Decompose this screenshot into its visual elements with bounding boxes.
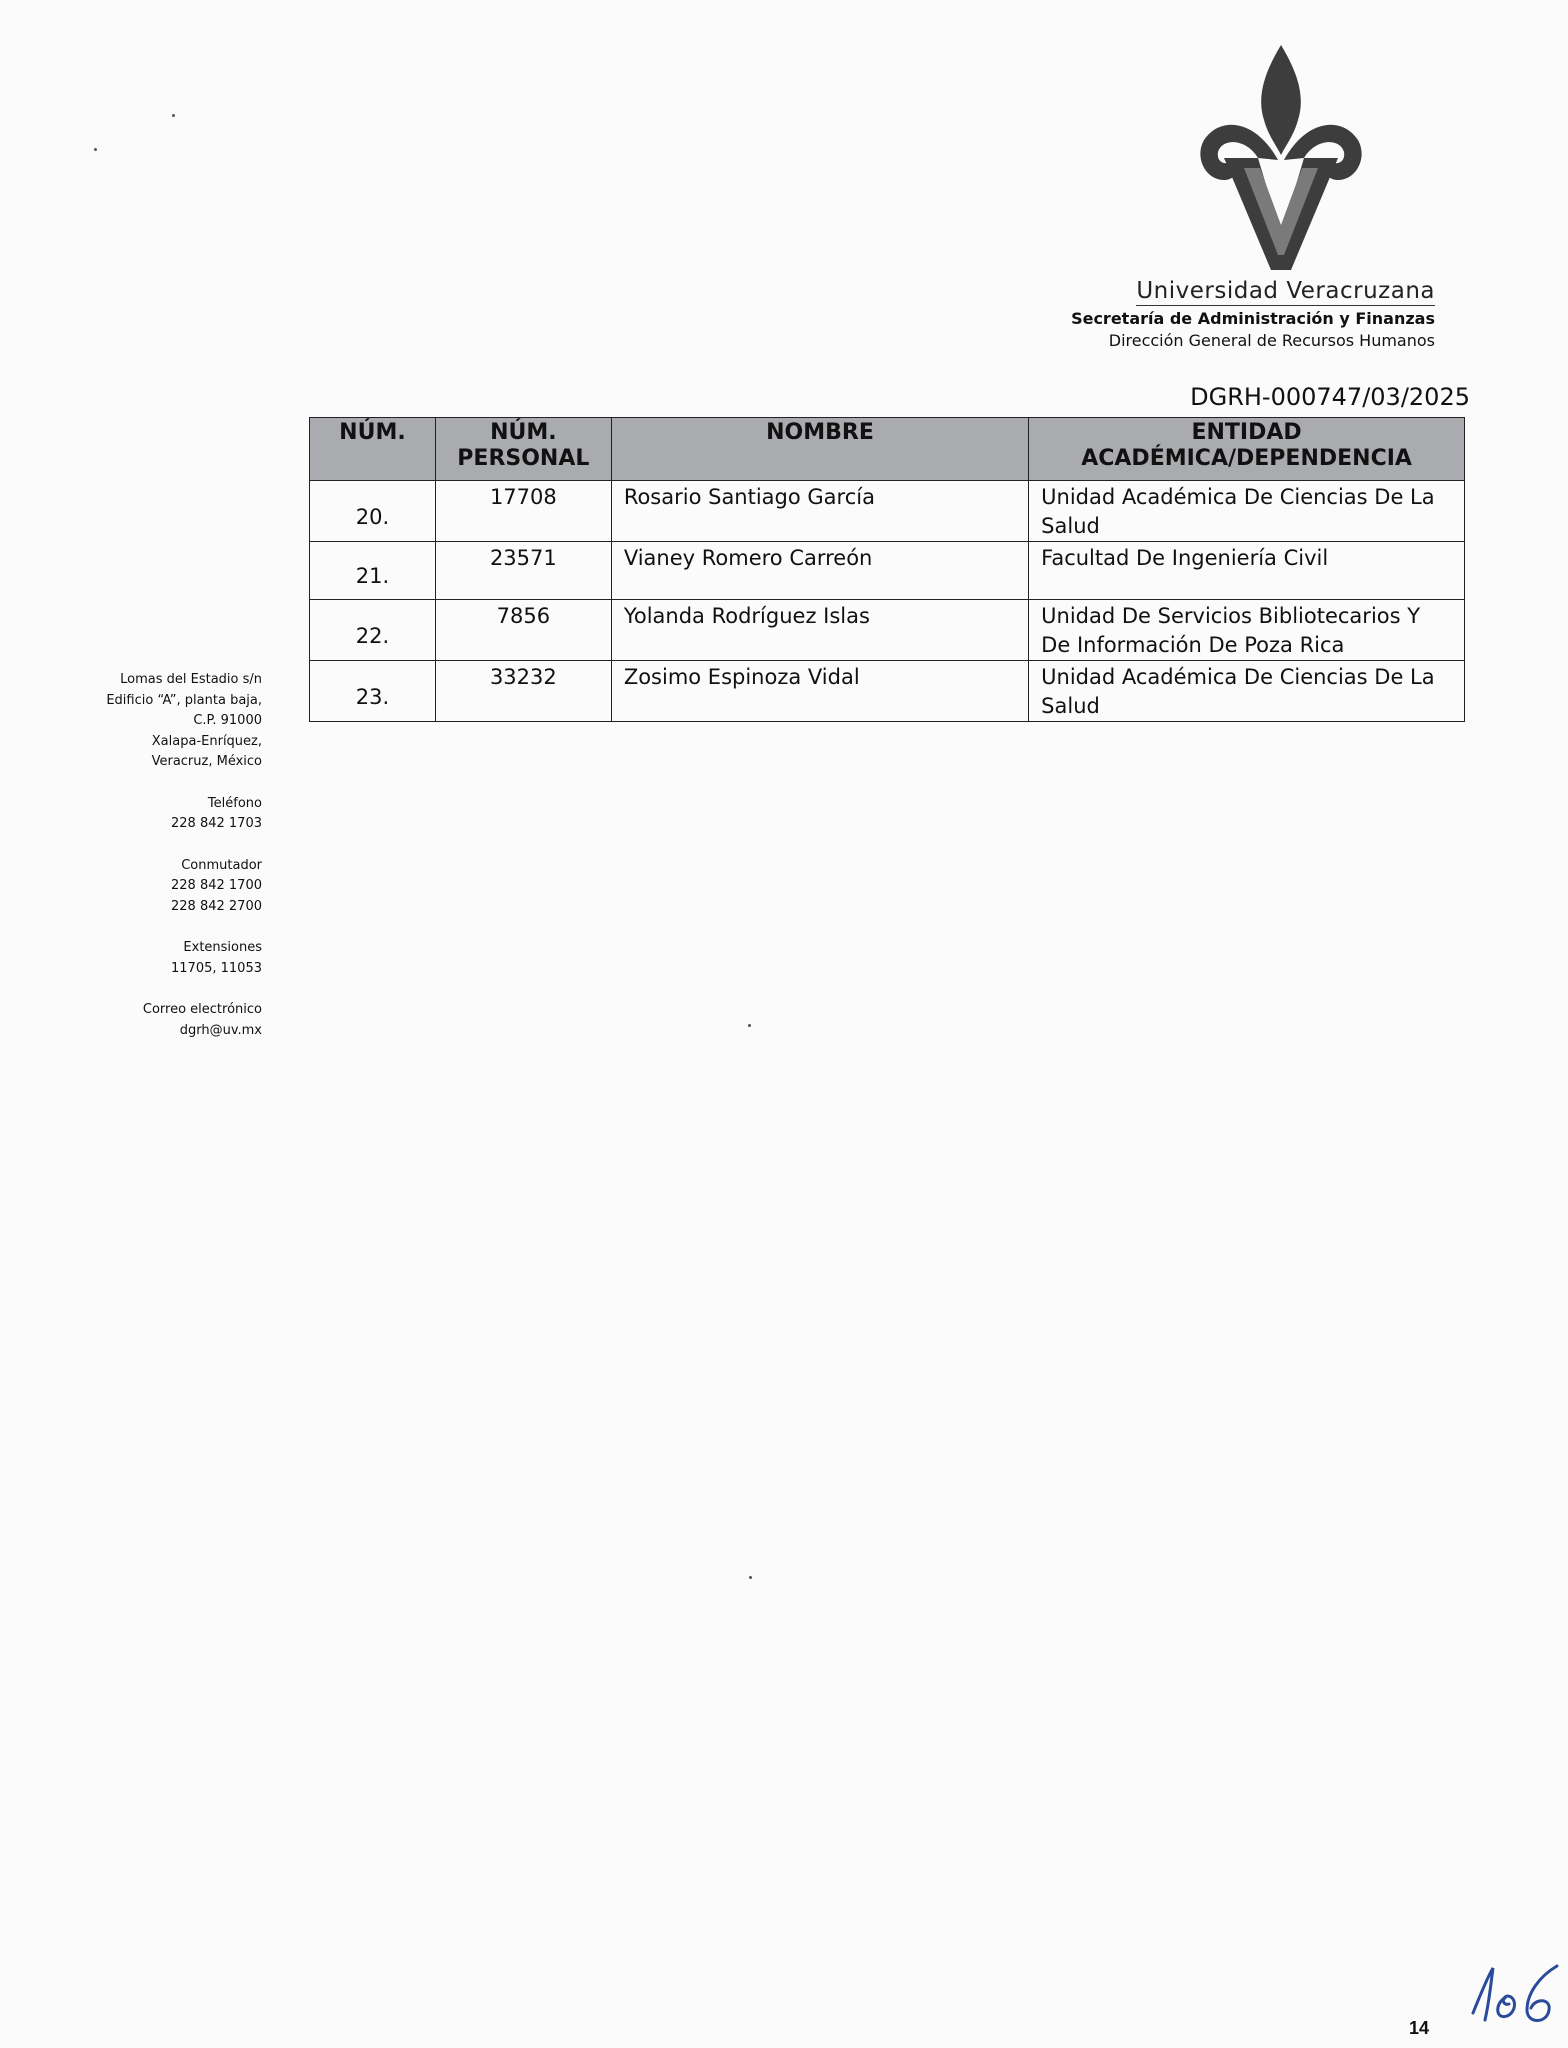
handwritten-folio-number (1465, 1958, 1565, 2028)
scan-speck (748, 1024, 751, 1027)
header-entidad: ENTIDAD ACADÉMICA/DEPENDENCIA (1029, 418, 1465, 481)
row-entidad: Unidad Académica De Ciencias De La Salud (1029, 661, 1465, 722)
table-row (310, 600, 1465, 661)
document-folio: DGRH-000747/03/2025 (1190, 383, 1470, 411)
row-num: 20. (310, 481, 436, 542)
direccion-name: Dirección General de Recursos Humanos (1108, 331, 1435, 350)
row-nombre: Vianey Romero Carreón (611, 542, 1028, 600)
extensiones-block: Extensiones 11705, 11053 (171, 940, 262, 976)
row-entidad: Unidad Académica De Ciencias De La Salud (1029, 481, 1465, 542)
table-header-row (310, 418, 1465, 481)
header-num-personal: NÚM. PERSONAL (435, 418, 611, 481)
scan-speck (749, 1576, 752, 1579)
row-num: 22. (310, 600, 436, 661)
university-name: Universidad Veracruzana (1136, 278, 1435, 304)
row-nombre: Yolanda Rodríguez Islas (611, 600, 1028, 661)
email-link[interactable]: dgrh@uv.mx (179, 1022, 262, 1038)
scan-speck (94, 148, 97, 151)
table-row (310, 661, 1465, 722)
letterhead (1071, 278, 1435, 350)
row-num: 23. (310, 661, 436, 722)
row-num: 21. (310, 542, 436, 600)
row-nombre: Zosimo Espinoza Vidal (611, 661, 1028, 722)
header-num: NÚM. (310, 418, 436, 481)
uv-logo-icon (1196, 40, 1366, 280)
conmutador-block: Conmutador 228 842 1700 228 842 2700 (171, 857, 262, 914)
row-personal: 33232 (435, 661, 611, 722)
page-number: 14 (1409, 2018, 1430, 2038)
contact-sidebar (40, 670, 262, 1062)
secretaria-name: Secretaría de Administración y Finanzas (1071, 309, 1435, 328)
address-block: Lomas del Estadio s/n Edificio “A”, planta baja, C.P. 91000 Xalapa-Enríquez, Veracruz, México (106, 672, 262, 769)
telefono-block: Teléfono 228 842 1703 (171, 795, 262, 831)
table-row (310, 481, 1465, 542)
personnel-table (309, 417, 1465, 722)
correo-block: Correo electrónico dgrh@uv.mx (40, 1000, 262, 1041)
header-nombre: NOMBRE (611, 418, 1028, 481)
row-personal: 23571 (435, 542, 611, 600)
row-personal: 17708 (435, 481, 611, 542)
row-nombre: Rosario Santiago García (611, 481, 1028, 542)
row-entidad: Facultad De Ingeniería Civil (1029, 542, 1465, 600)
row-entidad: Unidad De Servicios Bibliotecarios Y De Información De Poza Rica (1029, 600, 1465, 661)
row-personal: 7856 (435, 600, 611, 661)
table-row (310, 542, 1465, 600)
scan-speck (172, 114, 175, 117)
